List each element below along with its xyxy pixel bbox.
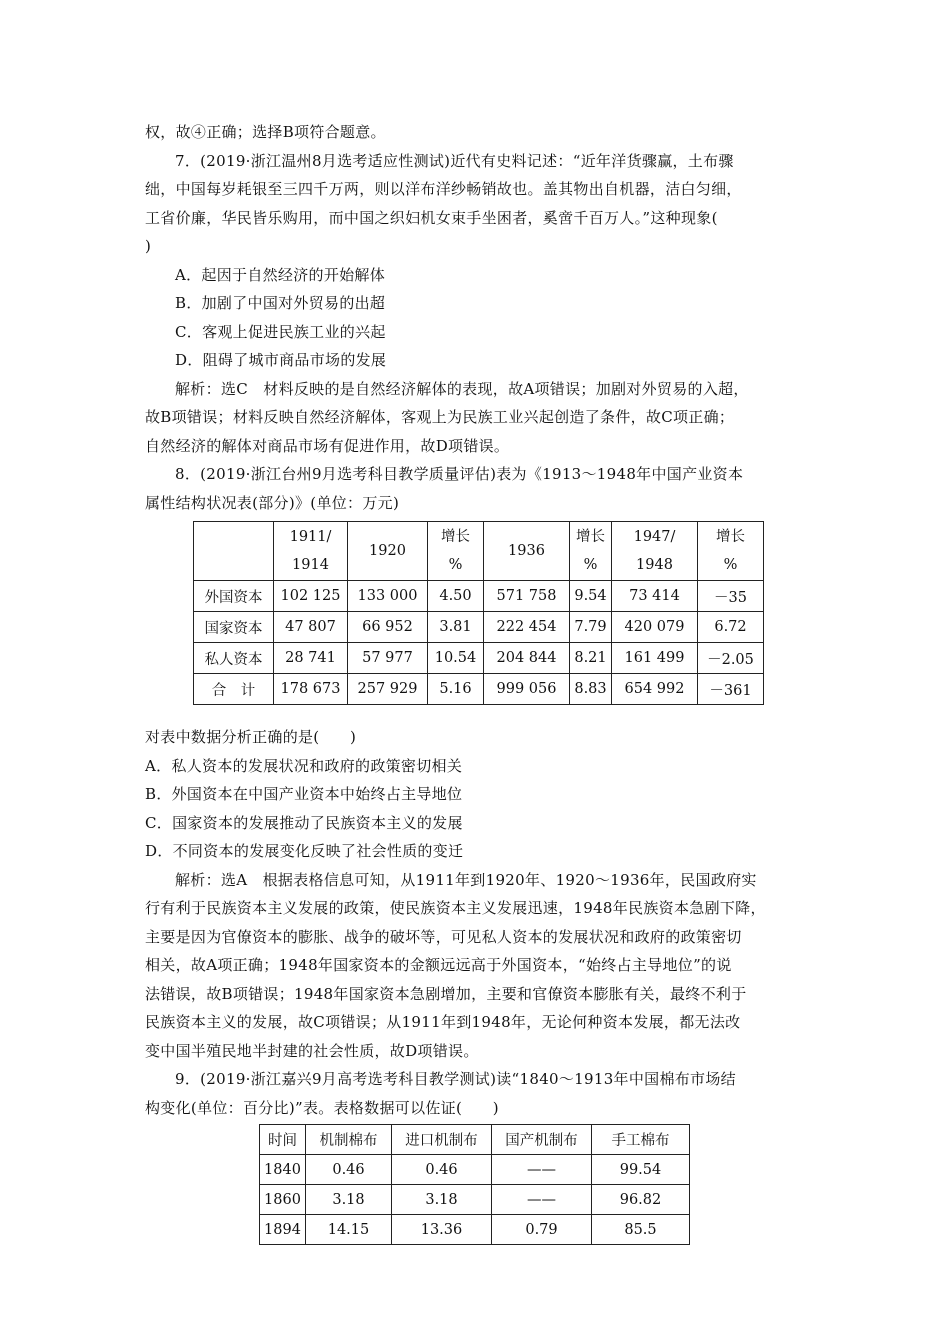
table-cell: ——: [492, 1155, 592, 1185]
analysis-line: 法错误，故B项错误；1948年国家资本急剧增加，主要和官僚资本膨胀有关，最终不利于: [145, 984, 747, 1003]
analysis-line: 民族资本主义的发展，故C项错误；从1911年到1948年，无论何种资本发展，都无法改: [145, 1013, 741, 1031]
analysis-line: 行有利于民族资本主义发展的政策，使民族资本主义发展迅速，1948年民族资本急剧下降，: [145, 899, 766, 917]
table-header-cell: [274, 522, 348, 581]
table-cell: 14.15: [306, 1215, 392, 1245]
option-a: A．私人资本的发展状况和政府的政策密切相关: [145, 756, 463, 775]
table-cell: 5.16: [428, 674, 484, 705]
table-cell: 47 807: [274, 612, 348, 643]
table-cell: 8.83: [570, 674, 612, 705]
table-cell: 28 741: [274, 643, 348, 674]
table-row: [194, 581, 764, 612]
question-stem-line: 绌，中国每岁耗银至三四千万两，则以洋布洋纱畅销故也。盖其物出自机器，洁白匀细，: [145, 180, 742, 198]
analysis-line: 自然经济的解体对商品市场有促进作用，故D项错误。: [145, 436, 510, 455]
header-text: 增长 %: [576, 529, 605, 573]
analysis-line: 解析：选C 材料反映的是自然经济解体的表现，故A项错误；加剧对外贸易的入超，: [175, 379, 749, 398]
table-cell: 8.21: [570, 643, 612, 674]
table-header-cell: [698, 522, 764, 581]
table-cell: 222 454: [484, 612, 570, 643]
option-d: D．阻碍了城市商品市场的发展: [175, 351, 387, 369]
header-text: 1911/ 1914: [289, 529, 332, 573]
header-text: 1947/ 1948: [633, 529, 676, 573]
table-header-cell: 国产机制布: [492, 1125, 592, 1155]
table-cell: 99.54: [592, 1155, 690, 1185]
table-cell: 9.54: [570, 581, 612, 612]
table-cell: 10.54: [428, 643, 484, 674]
table-cell: －2.05: [698, 643, 764, 674]
option-c: C．国家资本的发展推动了民族资本主义的发展: [145, 813, 463, 832]
table-row: [194, 643, 764, 674]
table-header-cell: [194, 522, 274, 581]
table-row: [260, 1215, 690, 1245]
table-cell: 73 414: [612, 581, 698, 612]
table-cell: 0.46: [392, 1155, 492, 1185]
table-cell: 85.5: [592, 1215, 690, 1245]
text-line: 权，故④正确；选择B项符合题意。: [145, 123, 386, 141]
question-stem-line: 属性结构状况表(部分)》(单位：万元): [145, 493, 400, 512]
option-b: B．加剧了中国对外贸易的出超: [175, 294, 386, 312]
table-cell: 国家资本: [194, 612, 274, 643]
analysis-line: 主要是因为官僚资本的膨胀、战争的破坏等，可见私人资本的发展状况和政府的政策密切: [145, 927, 742, 946]
option-c: C．客观上促进民族工业的兴起: [175, 322, 386, 341]
table-cell: 102 125: [274, 581, 348, 612]
table-header-cell: 进口机制布: [392, 1125, 492, 1155]
header-text: 增长 %: [716, 529, 745, 573]
table-cell: 420 079: [612, 612, 698, 643]
table-cell: ——: [492, 1185, 592, 1215]
table-row: [194, 674, 764, 705]
question-prompt: 对表中数据分析正确的是( ): [145, 728, 357, 746]
table-cell: 257 929: [348, 674, 428, 705]
cotton-market-table: [259, 1124, 690, 1245]
header-text: 1936: [508, 543, 545, 559]
table-cell: 外国资本: [194, 581, 274, 612]
table-header-cell: 手工棉布: [592, 1125, 690, 1155]
option-a: A．起因于自然经济的开始解体: [175, 265, 386, 284]
table-row: [194, 612, 764, 643]
question-stem-line: 9．(2019·浙江嘉兴9月高考选考科目教学测试)读“1840～1913年中国棉布市场结: [175, 1070, 736, 1088]
analysis-line: 故B项错误；材料反映自然经济解体，客观上为民族工业兴起创造了条件，故C项正确；: [145, 408, 735, 426]
table-cell: 0.79: [492, 1215, 592, 1245]
question-stem-line: 构变化(单位：百分比)”表。表格数据可以佐证( ): [145, 1098, 499, 1117]
table-cell: 571 758: [484, 581, 570, 612]
question-8: [145, 460, 825, 1065]
analysis-line: 解析：选A 根据表格信息可知，从1911年到1920年、1920～1936年，民国政府实: [175, 870, 757, 889]
table-cell: 654 992: [612, 674, 698, 705]
table-cell: 3.18: [392, 1185, 492, 1215]
analysis-line: 相关，故A项正确；1948年国家资本的金额远远高于外国资本，“始终占主导地位”的说: [145, 956, 732, 974]
table-cell: －361: [698, 674, 764, 705]
question-7: [145, 147, 825, 461]
table-cell: 7.79: [570, 612, 612, 643]
table-cell: 13.36: [392, 1215, 492, 1245]
question-stem-line: ): [145, 237, 152, 255]
capital-structure-table: [193, 521, 764, 705]
table-cell: 161 499: [612, 643, 698, 674]
table-header-row: [194, 522, 764, 581]
table-cell: 178 673: [274, 674, 348, 705]
table-header-cell: [484, 522, 570, 581]
table-cell: 204 844: [484, 643, 570, 674]
table-cell: 3.81: [428, 612, 484, 643]
table-cell: 4.50: [428, 581, 484, 612]
table-header-cell: [348, 522, 428, 581]
table-cell: 96.82: [592, 1185, 690, 1215]
header-text: 1920: [369, 543, 406, 559]
option-b: B．外国资本在中国产业资本中始终占主导地位: [145, 785, 463, 803]
table-cell: 66 952: [348, 612, 428, 643]
table-cell: 999 056: [484, 674, 570, 705]
table-cell: －35: [698, 581, 764, 612]
table-cell: 57 977: [348, 643, 428, 674]
table-header-cell: [428, 522, 484, 581]
table-header-cell: 时间: [260, 1125, 306, 1155]
question-9: [145, 1065, 825, 1245]
option-d: D．不同资本的发展变化反映了社会性质的变迁: [145, 842, 464, 860]
table-header-cell: 机制棉布: [306, 1125, 392, 1155]
question-stem-line: 8．(2019·浙江台州9月选考科目教学质量评估)表为《1913～1948年中国产业资本: [175, 465, 744, 483]
table-row: [260, 1185, 690, 1215]
question-stem-line: 7．(2019·浙江温州8月选考适应性测试)近代有史料记述：“近年洋货骤赢，土布骤: [175, 151, 734, 170]
table-cell: 1860: [260, 1185, 306, 1215]
table-row: [260, 1155, 690, 1185]
header-text: 增长 %: [441, 529, 470, 573]
document-page: [145, 118, 825, 1245]
table-cell: 合 计: [194, 674, 274, 705]
table-header-row: [260, 1125, 690, 1155]
table-cell: 0.46: [306, 1155, 392, 1185]
table-cell: 1894: [260, 1215, 306, 1245]
table-cell: 3.18: [306, 1185, 392, 1215]
question-stem-line: 工省价廉，华民皆乐购用，而中国之织妇机女束手坐困者，奚啻千百万人。”这种现象(: [145, 208, 718, 227]
table-cell: 133 000: [348, 581, 428, 612]
table-header-cell: [570, 522, 612, 581]
table-header-cell: [612, 522, 698, 581]
table-cell: 1840: [260, 1155, 306, 1185]
table-cell: 6.72: [698, 612, 764, 643]
analysis-line: 变中国半殖民地半封建的社会性质，故D项错误。: [145, 1041, 479, 1060]
table-cell: 私人资本: [194, 643, 274, 674]
